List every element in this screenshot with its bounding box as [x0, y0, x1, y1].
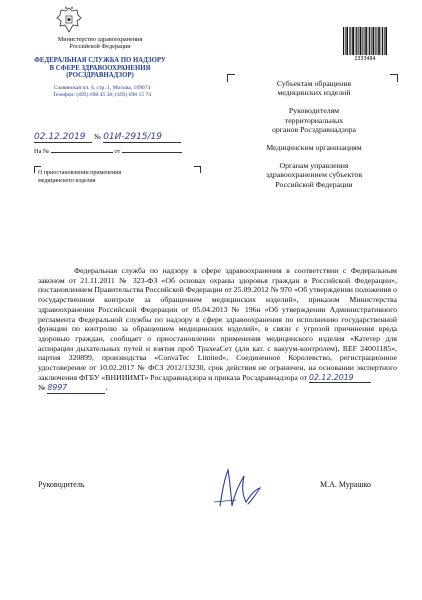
letter-body: Федеральная служба по надзору в сфере здравоохранения в соответствии с Федеральным законом от 21.11.2011 № 323-ФЗ «Об основах охраны здоровья граждан в Российской Федерации», постановлением Правительства Российской Федерации от 25.09.2012 № 970 «Об утверждении положения о государственном контроле за обращением медицинских изделий», приказом Министерства здравоохранения Российской Федерации от 05.04.2013 № 196н «Об утверждении Административного регламента Федеральной службы по надзору в сфере здравоохранения по исполнению государственной функции по контролю за обращением медицинских изделий», в связи с угрозой причинения вреда здоровью граждан, сообщает о приостановлении применения медицинского изделия «Катетер для аспирации дыхательных путей и взятия проб ТрахеаСет (для кат. с вакуум-контролем), REF 24001185», партия 320899, производства «ConvaTec Limited», Соединенное Королевство, регистрационное удостоверение от 10.02.2017 № ФСЗ 2012/13230, срок действия не ограничен, на основании экспертного заключения ФГБУ «ВНИИИМТ» Росздравнадзора и приказа Росздравнадзора от 02.12.2019 № 8997 . — [38, 266, 397, 393]
signature-icon — [200, 462, 280, 512]
order-date: 02.12.2019 — [309, 373, 371, 384]
service-name: ФЕДЕРАЛЬНАЯ СЛУЖБА ПО НАДЗОРУ В СФЕРЕ ЗДРАВООХРАНЕНИЯ (РОСЗДРАВНАДЗОР) — [34, 57, 166, 80]
signer-name: М.А. Мурашко — [320, 480, 371, 489]
signer-title: Руководитель — [38, 480, 85, 489]
ref-label: На № — [34, 148, 50, 155]
registration-number: 01И-2915/19 — [103, 132, 181, 143]
registration-date: 02.12.2019 — [34, 132, 92, 143]
subject-bracket-right — [194, 166, 201, 173]
ministry-name: Министерство здравоохранения Российской Федерации — [57, 36, 143, 50]
recipients-block — [234, 79, 394, 198]
recipient-item: Руководителям территориальных органов Росздравнадзора — [272, 106, 356, 134]
order-number-label: № — [38, 383, 46, 393]
reference-line — [34, 148, 182, 155]
body-text: Федеральная служба по надзору в сфере здравоохранения в соответствии с Федеральным законом от 21.11.2011 № 323-ФЗ «Об основах охраны здоровья граждан в Российской Федерации», постановлением Правительства Российской Федерации от 25.09.2012 № 970 «Об утверждении положения о государственном контроле за обращением медицинских изделий», приказом Министерства здравоохранения Российской Федерации от 05.04.2013 № 196н «Об утверждении Административного регламента Федеральной службы по надзору в сфере здравоохранения по исполнению государственной функции по контролю за обращением медицинских изделий», в связи с угрозой причинения вреда здоровью граждан, сообщает о приостановлении применения медицинского изделия «Катетер для аспирации дыхательных путей и взятия проб ТрахеаСет (для кат. с вакуум-контролем), REF 24001185», партия 320899, производства «ConvaTec Limited», Соединенное Королевство, регистрационное удостоверение от 10.02.2017 № ФСЗ 2012/13230, срок действия не ограничен, на основании экспертного заключения ФГБУ «ВНИИИМТ» Росздравнадзора и приказа Росздравнадзора от — [38, 266, 397, 382]
service-address: Славянская пл. 4, стр. 1, Москва, 109074 Телефон: (495) 698 45 38; (495) 698 15 74 — [52, 85, 152, 98]
ref-from-label: от — [114, 148, 121, 155]
recipient-item: Медицинским организациям — [266, 143, 362, 153]
recipient-item: Субъектам обращения медицинских изделий — [276, 79, 352, 98]
barcode-number: 2333484 — [354, 56, 376, 62]
barcode-icon — [343, 27, 387, 55]
subject-line: О приостановлении применения медицинского изделия — [38, 170, 122, 184]
order-number: 8997 — [47, 383, 105, 394]
number-label: № — [94, 133, 101, 141]
emblem-icon — [56, 6, 82, 34]
registration-line — [34, 131, 181, 143]
recipient-item: Органам управления здравоохранением субъектов Российской Федерации — [265, 161, 363, 189]
